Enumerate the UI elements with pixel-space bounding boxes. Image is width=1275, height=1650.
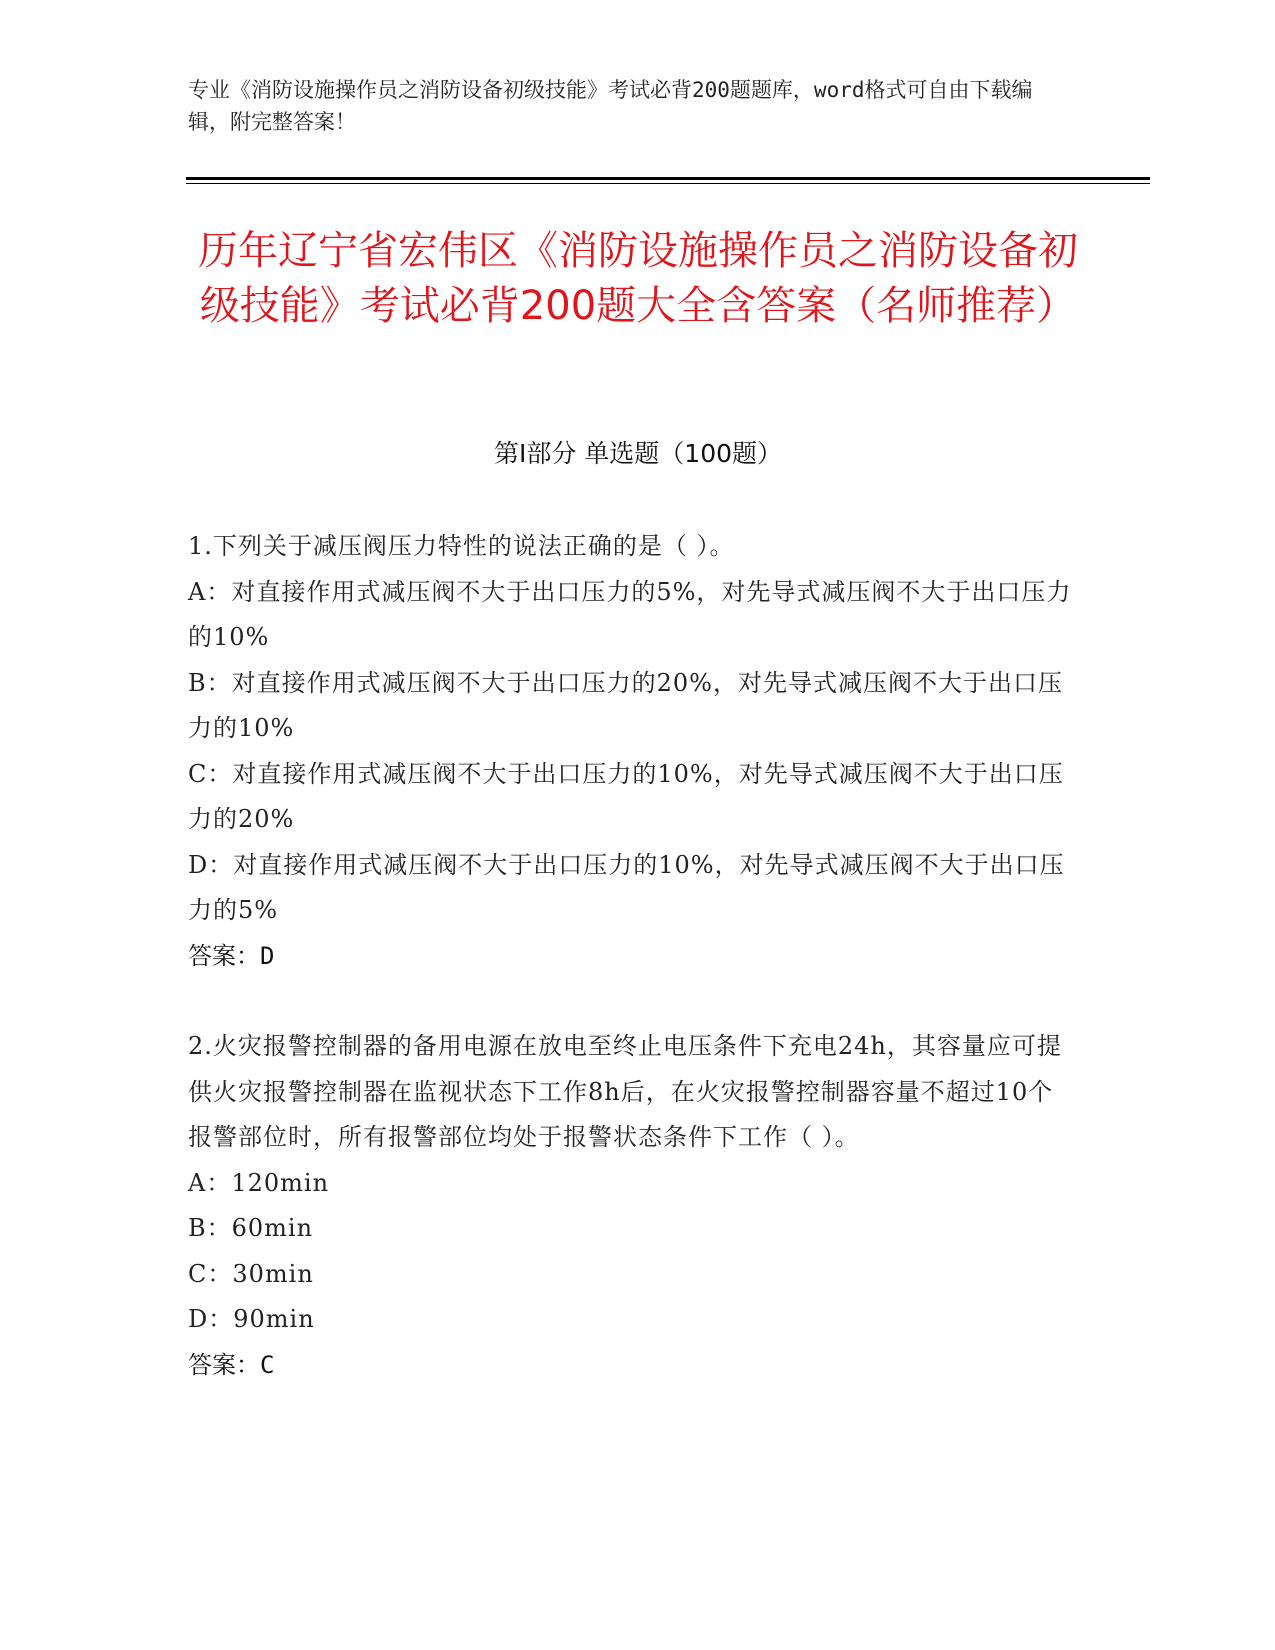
option-d: D：对直接作用式减压阀不大于出口压力的10%，对先导式减压阀不大于出口压力的5% [188, 850, 1065, 924]
header-note: 专业《消防设施操作员之消防设备初级技能》考试必背200题题库，word格式可自由下载编辑，附完整答案！ [188, 78, 1033, 134]
header-divider-thick [186, 177, 1150, 180]
question-1 [188, 524, 1078, 979]
answer: 答案：C [188, 1350, 275, 1379]
option-b: B：60min [188, 1214, 314, 1242]
question-stem: 2.火灾报警控制器的备用电源在放电至终止电压条件下充电24h，其容量应可提供火灾报警控制器在监视状态下工作8h后，在火灾报警控制器容量不超过10个报警部位时，所有报警部位均处于报警状态条件下工作（ ）。 [188, 1032, 1062, 1151]
option-a: A：对直接作用式减压阀不大于出口压力的5%，对先导式减压阀不大于出口压力的10% [188, 577, 1072, 651]
section-heading: 第I部分 单选题（100题） [493, 439, 783, 468]
option-b: B：对直接作用式减压阀不大于出口压力的20%，对先导式减压阀不大于出口压力的10% [188, 668, 1063, 742]
question-2 [188, 1024, 1078, 1388]
answer: 答案：D [188, 941, 275, 970]
header-divider-thin [186, 183, 1150, 184]
document-title: 历年辽宁省宏伟区《消防设施操作员之消防设备初级技能》考试必背200题大全含答案（名师推荐） [198, 228, 1078, 329]
option-c: C：30min [188, 1259, 314, 1288]
question-stem: 1.下列关于减压阀压力特性的说法正确的是（ ）。 [188, 532, 735, 560]
option-a: A：120min [188, 1168, 330, 1197]
option-d: D：90min [188, 1305, 315, 1333]
option-c: C：对直接作用式减压阀不大于出口压力的10%，对先导式减压阀不大于出口压力的20% [188, 759, 1064, 833]
